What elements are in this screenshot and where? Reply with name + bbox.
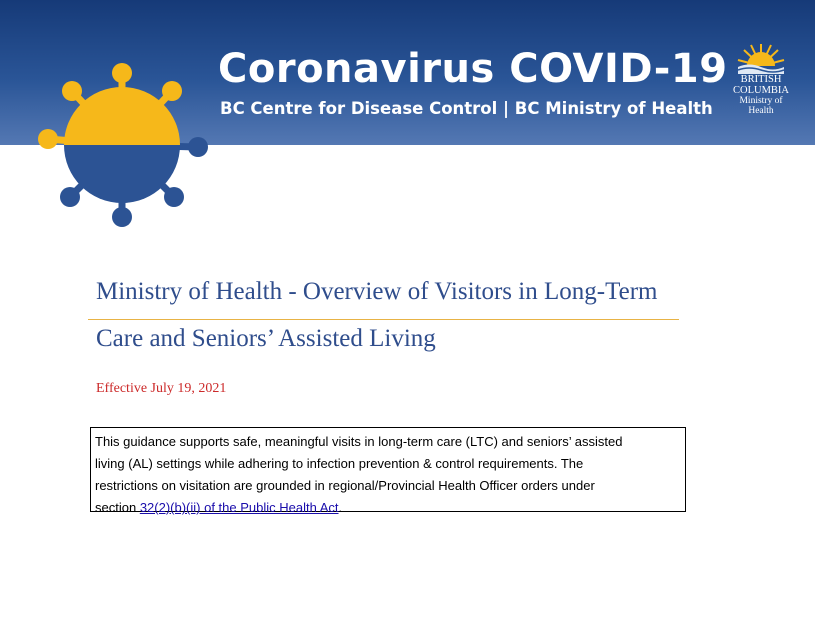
coronavirus-icon: [30, 55, 215, 235]
guidance-line-2: living (AL) settings while adhering to infection prevention & control requirements. The: [95, 456, 584, 471]
effective-date: Effective July 19, 2021: [96, 381, 227, 396]
banner-subtitle: BC Centre for Disease Control | BC Ministry of Health: [220, 99, 713, 118]
bc-ministry-logo: [727, 40, 795, 130]
logo-line-columbia: COLUMBIA: [732, 85, 789, 96]
guidance-line-4: [95, 497, 681, 519]
public-health-act-link[interactable]: 32(2)(b)(ii) of the Public Health Act: [139, 500, 339, 515]
logo-line-health: Health: [748, 106, 774, 116]
banner-title: Coronavirus COVID-19: [218, 46, 728, 92]
guidance-line-4-prefix: section: [95, 500, 140, 515]
guidance-line-1: This guidance supports safe, meaningful visits in long-term care (LTC) and seniors’ assisted: [95, 434, 623, 449]
document-title-line-2: Care and Seniors’ Assisted Living: [96, 325, 436, 352]
document-title-line-1: Ministry of Health - Overview of Visitors in Long-Term: [96, 278, 658, 305]
logo-line-british: BRITISH: [740, 74, 782, 85]
bc-sun-icon: [736, 40, 786, 74]
title-divider: [88, 319, 679, 320]
guidance-line-4-suffix: .: [338, 500, 343, 515]
logo-line-ministry: Ministry of: [739, 96, 783, 106]
guidance-box: [90, 427, 686, 515]
guidance-line-3: restrictions on visitation are grounded in regional/Provincial Health Officer orders under: [95, 478, 595, 493]
